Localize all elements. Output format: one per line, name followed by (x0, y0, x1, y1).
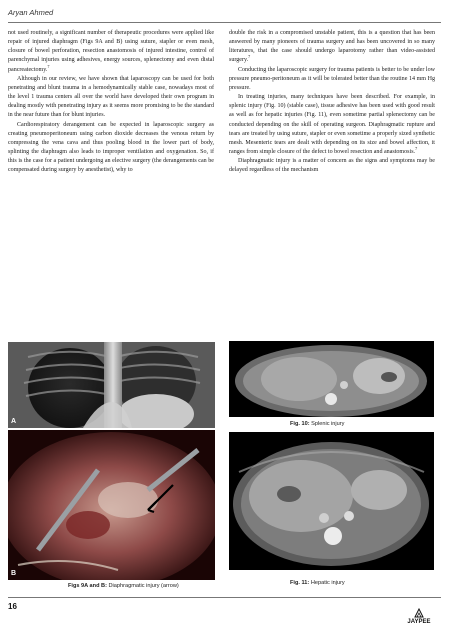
figure-10-ct-splenic (229, 341, 434, 417)
paragraph-text: Although in our review, we have shown that laparoscopy can be used for both penetrating and blunt trauma in a hemodynamically stable case, nowadays most of the level 1 trauma centers all over the world have developed their own program in dealing mostly with penetrating injury as it seems more promising to be the standard in the near future than for blunt injuries. (8, 75, 214, 119)
figure-9-caption (68, 583, 179, 589)
figure-9a-label: A (11, 418, 17, 425)
citation-superscript: 7 (248, 54, 251, 60)
ct-scan-image (229, 341, 434, 417)
caption-text: Splenic injury (309, 421, 345, 427)
left-text-column (8, 29, 214, 176)
right-paragraph-1 (229, 29, 435, 66)
footer-rule (8, 597, 441, 598)
publisher-mark-icon (413, 608, 425, 618)
left-paragraph-1 (8, 29, 214, 75)
figure-9b-label: B (11, 570, 17, 577)
paragraph-text: double the risk in a compromised unstable patient, this is a question that has been answered by many pioneers of trauma surgery and has been uncovered in so many literatures, that the case should undergo laparotomy rather than video-assisted surgery. (229, 30, 435, 64)
caption-lead: Figs 9A and B: (68, 583, 107, 589)
publisher-logo (399, 608, 439, 625)
figure-11-ct-hepatic (229, 432, 434, 570)
header-rule (8, 22, 441, 23)
paragraph-text: In treating injuries, many techniques have been described. For example, in splenic injury (Fig. 10) (stable case), tissue adhesive has been used with good result as well as for hepatic injuries (Fig. 11), even sometime partial splenectomy can be conducted depending on the skill of operating surgeon. Diaphragmatic rupture and tears are treated by using suture, stapler or even sometime a properly sized synthetic mesh. Mesenteric tears are dealt with depending on its size and bowel affection, it ranges from simple closure of the defect to bowel resection and anastomosis. (229, 94, 435, 156)
figure-10-caption (290, 421, 344, 427)
caption-lead: Fig. 11: (290, 580, 310, 586)
right-paragraph-3 (229, 93, 435, 157)
chest-xray-image (8, 342, 215, 428)
paragraph-text: not used routinely, a significant number of therapeutic procedures were applied like repair of injured diaphragm (Figs 9A and B) using suture, stapler or even mesh, closure of bowel perforation, resection anastomosis of injured intestine, control of parenchymal injuries using adhesives, energy sources, splenectomy and even distal pancreatectomy. (8, 30, 214, 73)
page-number: 16 (8, 602, 17, 611)
citation-superscript: 7 (415, 146, 418, 152)
left-paragraph-3 (8, 121, 214, 176)
right-paragraph-2 (229, 66, 435, 93)
right-text-column (229, 29, 435, 176)
left-paragraph-2 (8, 75, 214, 121)
figure-9a-chest-xray (8, 342, 215, 428)
paragraph-text: Diaphragmatic injury is a matter of concern as the signs and symptoms may be delayed regardless of the mechanism (229, 158, 435, 174)
ct-scan-image (229, 432, 434, 570)
figure-11-caption (290, 580, 345, 586)
caption-lead: Fig. 10: (290, 421, 310, 427)
paragraph-text: Cardiorespiratory derangement can be expected in laparoscopic surgery as creating pneumoperitoneum using carbon dioxide decreases the venous return by compressing the vena cava and thus pooling blood in the lower part of body, splinting the diaphragm also leads to improper ventilation and oxygenation. So, if this is the case for a patient undergoing an elective surgery (the derangements can be compensated during surgery by anesthetist), why to (8, 121, 214, 174)
publisher-name: JAYPEE (407, 619, 431, 625)
running-header-author: Aryan Ahmed (8, 8, 54, 17)
caption-text: Diaphragmatic injury (arrow) (106, 583, 179, 589)
figure-9b-laparoscopic-view (8, 430, 215, 580)
paragraph-text: Conducting the laparoscopic surgery for trauma patients is better to be under low pressure pneumo-peritoneum as it will be tolerated better than the routine 14 mm Hg pressure. (229, 66, 435, 91)
caption-text: Hepatic injury (309, 580, 345, 586)
citation-superscript: 7 (47, 63, 50, 69)
right-paragraph-4 (229, 157, 435, 175)
laparoscopic-image (8, 430, 215, 580)
